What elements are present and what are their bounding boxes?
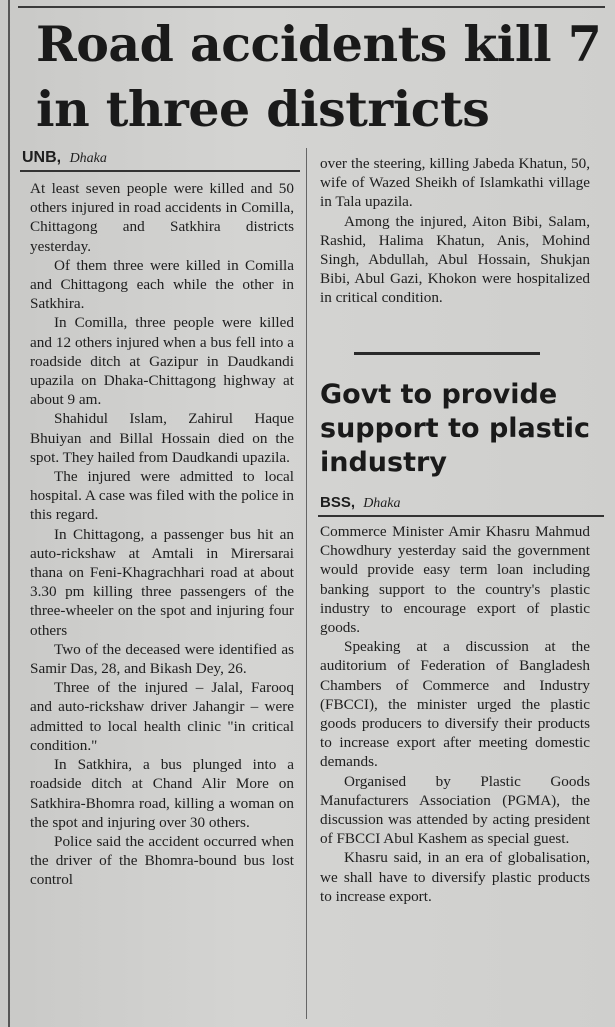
- story2-byline: [320, 494, 401, 512]
- story1-column-2: [320, 154, 590, 308]
- story1-agency: UNB,: [22, 149, 62, 166]
- column-separator: [306, 148, 307, 1019]
- story2-paragraph: Speaking at a discussion at the auditorium of Federation of Bangladesh Chambers of Commerce and Industry (FBCCI), the minister urged the plastic goods producers to diversify their products to increase export after meeting domestic demands.: [320, 638, 590, 771]
- story2-headline: Govt to provide support to plastic industry: [320, 379, 591, 478]
- story1-paragraph: Shahidul Islam, Zahirul Haque Bhuiyan and Billal Hossain died on the spot. They hailed from Daudkandi upazila.: [30, 410, 294, 466]
- story2-agency: BSS,: [320, 494, 356, 511]
- story1-paragraph: Of them three were killed in Comilla and Chittagong each while the other in Satkhira.: [30, 256, 294, 313]
- story1-paragraph: In Chittagong, a passenger bus hit an auto-rickshaw at Amtali in Mirersarai thana on Feni-Khagrachhari road at about 3.30 pm killing three passengers of the three-wheeler on the spot and injuring four others: [30, 525, 294, 639]
- story2-paragraph: Khasru said, in an era of globalisation, we shall have to diversify plastic products to increase export.: [320, 849, 590, 905]
- story1-paragraph: Three of the injured – Jalal, Farooq and auto-rickshaw driver Jahangir – were admitted to local health clinic "in critical condition.": [30, 679, 294, 754]
- story1-byline: [22, 149, 107, 167]
- byline-rule: [318, 515, 604, 517]
- story1-paragraph: Two of the deceased were identified as Samir Das, 28, and Bikash Dey, 26.: [30, 640, 294, 678]
- story1-paragraph: Among the injured, Aiton Bibi, Salam, Rashid, Halima Khatun, Anis, Mohind Singh, Abdullah, Abul Hossain, Shukjan Bibi, Abul Gazi, Khokon were hospitalized in critical condition.: [320, 212, 590, 307]
- story2-paragraph: Commerce Minister Amir Khasru Mahmud Chowdhury yesterday said the government would provide easy term loan including banking support to the country's plastic industry to encourage export of plastic goods.: [320, 523, 590, 637]
- story2-column: [320, 522, 590, 906]
- main-headline: Road accidents kill 7 in three districts: [36, 15, 602, 138]
- story-divider: [354, 352, 540, 355]
- story1-paragraph: In Satkhira, a bus plunged into a roadside ditch at Chand Alir More on Satkhira-Bhomra road, killing a woman on the spot and injuring over 30 others.: [30, 756, 294, 831]
- story1-paragraph: In Comilla, three people were killed and 12 others injured when a bus fell into a roadside ditch at Gazipur in Daudkandi upazila on Dhaka-Chittagong highway at about 9 am.: [30, 314, 294, 409]
- story2-paragraph: Organised by Plastic Goods Manufacturers Association (PGMA), the discussion was attended by acting president of FBCCI Abul Kashem as special guest.: [320, 772, 590, 848]
- story1-column-1: [30, 179, 294, 890]
- top-border-rule: [18, 6, 605, 8]
- story2-place: Dhaka: [363, 496, 401, 511]
- story1-paragraph: The injured were admitted to local hospital. A case was filed with the police in this regard.: [30, 468, 294, 524]
- story1-paragraph: Police said the accident occurred when the driver of the Bhomra-bound bus lost control: [30, 832, 294, 889]
- story1-place: Dhaka: [69, 151, 107, 166]
- byline-rule: [20, 170, 300, 172]
- story1-paragraph: At least seven people were killed and 50 others injured in road accidents in Comilla, Chittagong and Satkhira districts yesterday.: [30, 180, 294, 255]
- left-border-rule: [8, 0, 10, 1027]
- story1-paragraph: over the steering, killing Jabeda Khatun, 50, wife of Wazed Sheikh of Islamkathi village in Tala upazila.: [320, 155, 590, 211]
